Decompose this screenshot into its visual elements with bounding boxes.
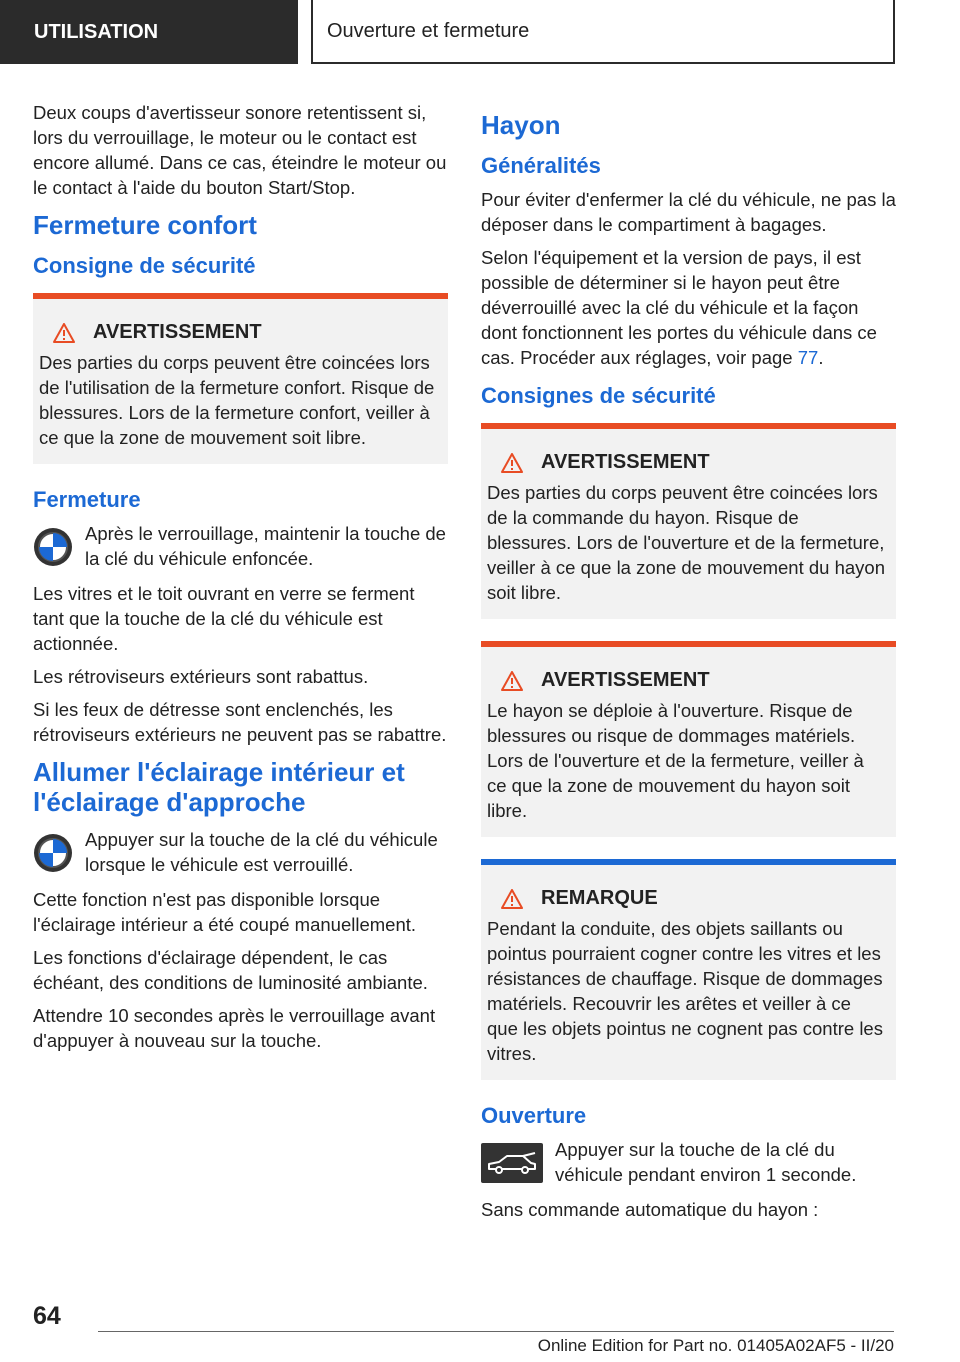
light-key-row	[33, 827, 448, 877]
warning-box-2	[481, 423, 896, 619]
closing-paragraph-1: Les vitres et le toit ouvrant en verre se ferment tant que la touche de la clé du véhicule est actionnée.	[33, 583, 415, 654]
edition-footer: Online Edition for Part no. 01405A02AF5 - II/20	[537, 1336, 894, 1355]
closing-paragraph-3: Si les feux de détresse sont enclenchés, les rétroviseurs extérieurs ne peuvent pas se rabattre.	[33, 699, 447, 745]
warning-text: Des parties du corps peuvent être coincées lors de la commande du hayon. Risque de blessures. Lors de l'ouverture et de la fermeture, veiller à ce que la zone de mouvement du hayon soit libre.	[487, 482, 886, 603]
warning-triangle-icon	[501, 453, 523, 473]
section-tab: UTILISATION	[0, 0, 298, 64]
warning-triangle-icon	[53, 323, 75, 343]
heading-safety-note: Consigne de sécurité	[33, 253, 256, 278]
warning-title: AVERTISSEMENT	[541, 451, 710, 473]
left-column	[33, 100, 448, 1061]
heading-general: Généralités	[481, 153, 601, 178]
right-column	[481, 100, 896, 1230]
light-key-text: Appuyer sur la touche de la clé du véhicule lorsque le véhicule est verrouillé.	[85, 829, 438, 875]
opening-paragraph-1: Sans commande automatique du hayon :	[481, 1199, 819, 1220]
note-text: Pendant la conduite, des objets saillants ou pointus pourraient cogner contre les vitres et les résistances de chauffage. Risque de dommages matériels. Recouvrir les arêtes et veiller à ce que les objets pointus ne cognent pas contre les vitres.	[487, 918, 883, 1064]
bmw-key-icon	[33, 527, 73, 567]
warning-title: AVERTISSEMENT	[93, 321, 262, 343]
warning-triangle-icon	[501, 671, 523, 691]
heading-closing: Fermeture	[33, 487, 141, 512]
heading-safety-notes: Consignes de sécurité	[481, 383, 716, 408]
warning-text: Des parties du corps peuvent être coincées lors de l'utilisation de la fermeture confort. Risque de blessures. Lors de la fermeture confort, veiller à ce que la zone de mouvement soit libre.	[39, 352, 435, 448]
heading-interior-light: Allumer l'éclairage intérieur et l'éclairage d'approche	[33, 757, 405, 817]
tailgate-button-icon	[481, 1143, 543, 1183]
heading-tailgate: Hayon	[481, 110, 561, 140]
notice-triangle-icon	[501, 889, 523, 909]
closing-key-row	[33, 521, 448, 571]
light-paragraph-2: Les fonctions d'éclairage dépendent, le cas échéant, des conditions de luminosité ambiante.	[33, 947, 428, 993]
intro-paragraph: Deux coups d'avertisseur sonore retentissent si, lors du verrouillage, le moteur ou le contact est encore allumé. Dans ce cas, éteindre le moteur ou le contact à l'aide du bouton Start/Stop.	[33, 102, 447, 198]
footer-divider	[98, 1331, 894, 1332]
heading-comfort-closing: Fermeture confort	[33, 210, 257, 240]
closing-key-text: Après le verrouillage, maintenir la touche de la clé du véhicule enfoncée.	[85, 523, 446, 569]
page-link[interactable]: 77	[797, 347, 819, 368]
warning-box-3	[481, 641, 896, 837]
bmw-key-icon	[33, 833, 73, 873]
note-box	[481, 859, 896, 1080]
general-paragraph-2: Selon l'équipement et la version de pays, il est possible de déterminer si le hayon peut être déverrouillé avec la clé du véhicule et la façon dont fonctionnent les portes du véhicule dans ce cas. Procéder aux réglages, voir page 77.	[481, 247, 877, 368]
warning-text: Le hayon se déploie à l'ouverture. Risque de blessures ou risque de dommages matériels. Lors de l'ouverture et de la fermeture, veiller à ce que la zone de mouvement du hayon soit libre.	[487, 700, 864, 821]
closing-paragraph-2: Les rétroviseurs extérieurs sont rabattus.	[33, 666, 369, 687]
page-number: 64	[33, 1302, 61, 1330]
heading-opening: Ouverture	[481, 1103, 587, 1128]
note-title: REMARQUE	[541, 887, 658, 909]
opening-key-text: Appuyer sur la touche de la clé du véhicule pendant environ 1 seconde.	[555, 1139, 857, 1185]
light-paragraph-1: Cette fonction n'est pas disponible lorsque l'éclairage intérieur a été coupé manuellement.	[33, 889, 417, 935]
warning-box-1	[33, 293, 448, 464]
opening-key-row	[481, 1137, 896, 1187]
general-paragraph-1: Pour éviter d'enfermer la clé du véhicule, ne pas la déposer dans le compartiment à bagages.	[481, 189, 896, 235]
light-paragraph-3: Attendre 10 secondes après le verrouillage avant d'appuyer à nouveau sur la touche.	[33, 1005, 436, 1051]
warning-title: AVERTISSEMENT	[541, 669, 710, 691]
chapter-title: Ouverture et fermeture	[311, 0, 895, 64]
